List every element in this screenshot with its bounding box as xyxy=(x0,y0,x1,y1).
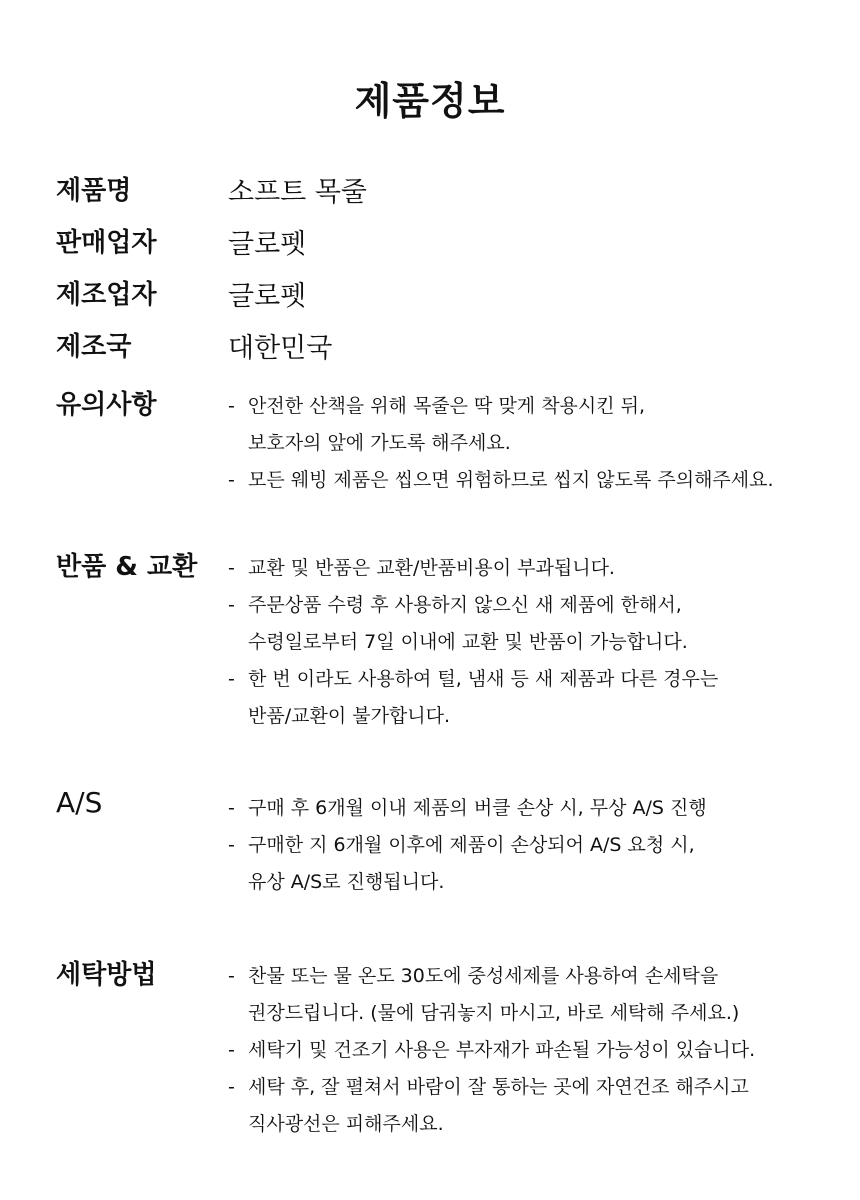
returns-item: - 한 번 이라도 사용하여 털, 냄새 등 새 제품과 다른 경우는 반품/교환이 불가합니다. xyxy=(228,661,848,735)
country-label: 제조국 xyxy=(56,332,132,362)
washing-item: - 찬물 또는 물 온도 30도에 중성세제를 사용하여 손세탁을 권장드립니다. (물에 담궈놓지 마시고, 바로 세탁해 주세요.) xyxy=(228,958,848,1032)
maker-value: 글로펫 xyxy=(228,281,307,312)
product-name-label: 제품명 xyxy=(56,176,132,206)
washing-label: 세탁방법 xyxy=(56,960,157,990)
notes-item: - 모든 웨빙 제품은 씹으면 위험하므로 씹지 않도록 주의해주세요. xyxy=(228,462,848,499)
country-value: 대한민국 xyxy=(228,333,333,364)
maker-label: 제조업자 xyxy=(56,280,157,310)
washing-item: - 세탁기 및 건조기 사용은 부자재가 파손될 가능성이 있습니다. xyxy=(228,1032,848,1069)
notes-label: 유의사항 xyxy=(56,390,157,420)
washing-item: - 세탁 후, 잘 펼쳐서 바람이 잘 통하는 곳에 자연건조 해주시고 직사광선은 피해주세요. xyxy=(228,1069,848,1143)
product-name-value: 소프트 목줄 xyxy=(228,177,367,208)
returns-item: - 교환 및 반품은 교환/반품비용이 부과됩니다. xyxy=(228,550,848,587)
notes-item: - 안전한 산책을 위해 목줄은 딱 맞게 착용시킨 뒤, 보호자의 앞에 가도록 해주세요. xyxy=(228,388,848,462)
washing-list xyxy=(228,958,848,1143)
notes-list xyxy=(228,388,848,499)
as-item: - 구매한 지 6개월 이후에 제품이 손상되어 A/S 요청 시, 유상 A/S로 진행됩니다. xyxy=(228,827,848,901)
seller-value: 글로펫 xyxy=(228,229,307,260)
returns-item: - 주문상품 수령 후 사용하지 않으신 새 제품에 한해서, 수령일로부터 7일 이내에 교환 및 반품이 가능합니다. xyxy=(228,587,848,661)
as-label: A/S xyxy=(56,786,103,819)
returns-label: 반품 & 교환 xyxy=(56,552,198,582)
returns-list xyxy=(228,550,848,735)
as-list xyxy=(228,790,848,901)
seller-label: 판매업자 xyxy=(56,228,157,258)
page-title: 제품정보 xyxy=(354,79,506,123)
as-item: - 구매 후 6개월 이내 제품의 버클 손상 시, 무상 A/S 진행 xyxy=(228,790,848,827)
